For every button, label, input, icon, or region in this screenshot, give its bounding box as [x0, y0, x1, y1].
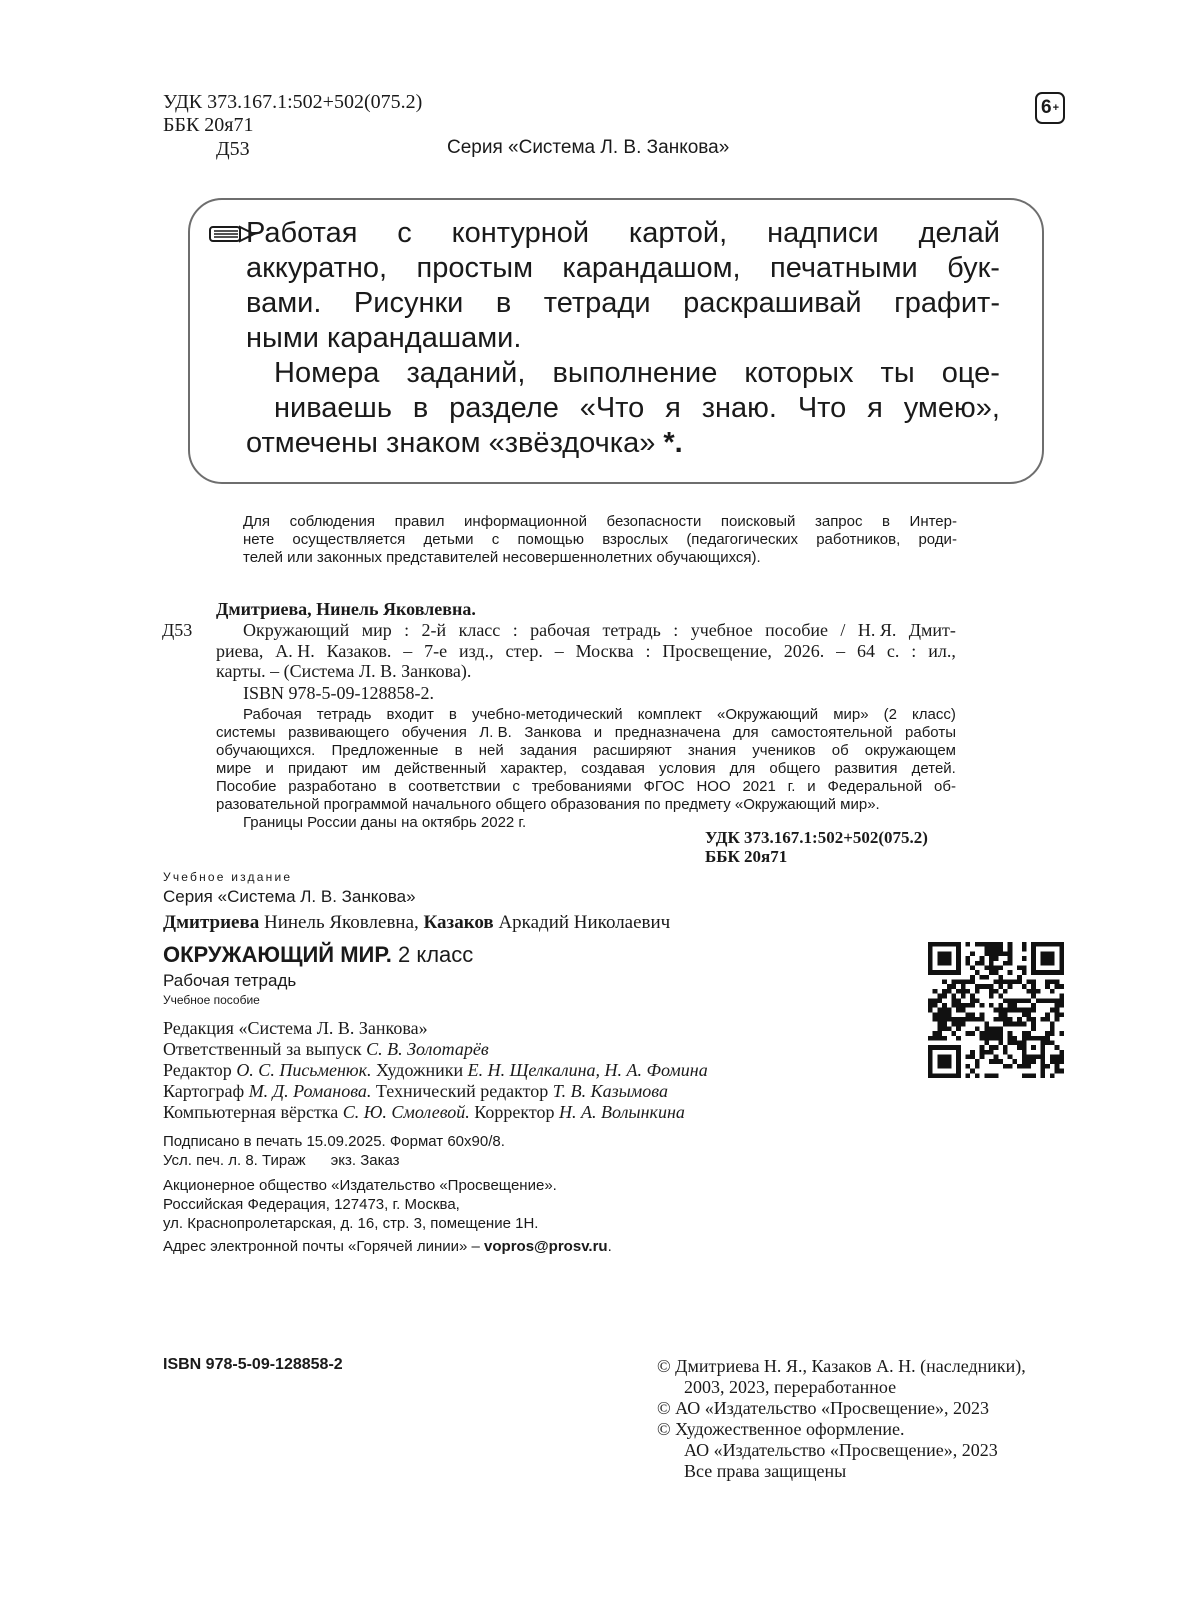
word: Казаков. [326, 641, 392, 661]
age-rating-number: 6 [1040, 97, 1052, 118]
catalog-udk: УДК 373.167.1:502+502(075.2) [705, 828, 928, 847]
word: Федеральной [827, 778, 923, 795]
word: вами. [246, 287, 322, 319]
credit-editor-artists: Редактор О. С. Письменюк. Художники Е. Н. Щелкалина, Н. А. Фомина [163, 1060, 708, 1080]
catalog-description [243, 620, 956, 640]
word: об- [934, 778, 956, 795]
word: : [673, 620, 679, 640]
copyright-line: © Дмитриева Н. Я., Казаков А. Н. (наследники), [657, 1356, 1026, 1376]
word: системы [216, 724, 276, 741]
print-info [163, 1132, 505, 1170]
instruction-text [246, 216, 1000, 461]
word: мире [216, 760, 252, 777]
instruction-last-text: отмечены знаком «звёздочка» [246, 427, 656, 459]
word: Пособие [216, 778, 277, 795]
word: ФГОС [643, 778, 685, 795]
catalog-line: карты. – (Система Л. В. Занкова). [216, 661, 472, 681]
word: : [645, 641, 651, 661]
catalog-line [216, 641, 956, 661]
word: «Что [579, 392, 645, 424]
word: Рабочая [243, 706, 302, 723]
word: запрос [814, 513, 863, 530]
author-code-header: Д53 [216, 138, 250, 160]
word: нете [243, 531, 275, 548]
print-line: Усл. печ. л. 8. Тираж экз. Заказ [163, 1152, 400, 1169]
word: – [836, 641, 846, 661]
word: в [412, 392, 429, 424]
word: и [807, 778, 816, 795]
book-type: Учебное пособие [163, 993, 260, 1007]
word: надписи [767, 217, 879, 249]
word: 2026. [783, 641, 825, 661]
word: в [882, 513, 890, 530]
word: учеников [752, 742, 816, 759]
word: мир [361, 620, 392, 640]
word: которых [744, 357, 854, 389]
word: 2021 [742, 778, 776, 795]
word: – [403, 641, 413, 661]
word: изд., [459, 641, 494, 661]
word: Работая [246, 217, 358, 249]
word: помощью [517, 531, 584, 548]
author1-name: Нинель Яковлевна, [263, 912, 419, 933]
annotation-line [216, 724, 956, 742]
catalog-code: Д53 [162, 620, 193, 640]
word: работников, [816, 531, 901, 548]
word: об [831, 742, 849, 759]
word: картой, [628, 217, 728, 249]
word: для [732, 724, 759, 741]
word: обучения [401, 724, 467, 741]
word: поисковый [720, 513, 796, 530]
word: «Окружающий [716, 706, 819, 723]
notice-line [243, 531, 957, 549]
word: печатными [769, 252, 918, 284]
word: бук- [947, 252, 1000, 284]
word: (педагогических [686, 531, 798, 548]
word: ней [478, 742, 504, 759]
annotation-line [216, 742, 956, 760]
word: делай [918, 217, 1000, 249]
word: характер, [500, 760, 568, 777]
email-link[interactable]: vopros@prosv.ru [484, 1238, 608, 1255]
word: : [404, 620, 410, 640]
word: класс [458, 620, 501, 640]
word: Москва [575, 641, 634, 661]
word: тетради [543, 287, 651, 319]
notice-line [243, 513, 957, 531]
word: самостоятельной [771, 724, 893, 741]
word: детей. [911, 760, 956, 777]
age-rating-plus: + [1052, 102, 1059, 114]
word: им [361, 760, 381, 777]
word: знаю. [701, 392, 777, 424]
word: придают [287, 760, 348, 777]
word: карандашом, [562, 252, 741, 284]
catalog-isbn: ISBN 978-5-09-128858-2. [243, 683, 434, 703]
credit-cartographer-tech: Картограф М. Д. Романова. Технический редактор Т. В. Казымова [163, 1081, 668, 1101]
word: заданий, [406, 357, 526, 389]
credits [163, 1018, 708, 1123]
word: детьми [423, 531, 474, 548]
word: аккуратно, [246, 252, 388, 284]
credit-edition: Редакция «Система Л. В. Занкова» [163, 1018, 428, 1038]
annotation-line: разовательной программой начального общего образования по предмету «Окружающий мир». [216, 796, 880, 813]
word: Занкова [524, 724, 582, 741]
word: знания [687, 742, 737, 759]
word: обучающихся. [216, 742, 316, 759]
publisher-line: ул. Краснопролетарская, д. 16, стр. 3, помещение 1Н. [163, 1215, 539, 1232]
instruction-line [246, 286, 1000, 321]
word: с [491, 531, 500, 548]
qr-code-icon [928, 942, 1064, 1078]
word: (2 [883, 706, 897, 723]
word: стер. [505, 641, 543, 661]
word: и [265, 760, 274, 777]
word: в [454, 742, 463, 759]
word: комплект [637, 706, 702, 723]
copyright-line: Все права защищены [684, 1461, 847, 1481]
word: в [388, 778, 397, 795]
word: Окружающий [243, 620, 350, 640]
catalog-author: Дмитриева, Нинель Яковлевна. [216, 599, 476, 619]
word: развития [834, 760, 898, 777]
word: я [665, 392, 681, 424]
word: тетрадь [602, 620, 661, 640]
star-mark: *. [663, 427, 683, 459]
word: ниваешь [274, 392, 392, 424]
edition-type: Учебное издание [163, 870, 293, 884]
word: умею», [903, 392, 1000, 424]
word: для [729, 760, 756, 777]
word: выполнение [552, 357, 718, 389]
instruction-line [274, 356, 1000, 391]
copyright-line: © АО «Издательство «Просвещение», 2023 [657, 1398, 989, 1418]
hotline-email: Адрес электронной почты «Горячей линии» – vopros@prosv.ru. [163, 1238, 612, 1255]
word: : [512, 620, 518, 640]
instruction-line [246, 426, 1000, 461]
word: / [840, 620, 846, 640]
instruction-line [274, 391, 1000, 426]
word: с. [886, 641, 900, 661]
word: ил., [928, 641, 956, 661]
author1-surname: Дмитриева [163, 912, 260, 933]
word: роди- [918, 531, 957, 548]
word: расширяют [593, 742, 672, 759]
word: и [593, 724, 603, 741]
word: условия [659, 760, 716, 777]
word: Н. Я. [857, 620, 897, 640]
credit-layout-proof: Компьютерная вёрстка С. Ю. Смолевой. Корректор Н. А. Волынкина [163, 1102, 685, 1122]
word: я [867, 392, 883, 424]
instruction-line [246, 216, 1000, 251]
word: работы [905, 724, 956, 741]
word: Просвещение, [662, 641, 772, 661]
word: входит [386, 706, 434, 723]
word: Предложенные [331, 742, 439, 759]
word: мир» [833, 706, 869, 723]
publisher-line: Российская Федерация, 127473, г. Москва, [163, 1196, 460, 1213]
instruction-line [246, 251, 1000, 286]
author2-surname: Казаков [423, 912, 494, 933]
word: общего [769, 760, 821, 777]
word: г. [787, 778, 796, 795]
word: учебно-методический [471, 706, 623, 723]
word: Рисунки [353, 287, 464, 319]
udk-header: УДК 373.167.1:502+502(075.2) [163, 91, 423, 113]
book-subtitle: Рабочая тетрадь [163, 971, 297, 990]
word: графит- [894, 287, 1000, 319]
word: Л. В. [479, 724, 512, 741]
borders-note: Границы России даны на октябрь 2022 г. [243, 814, 527, 831]
book-grade: 2 класс [397, 942, 474, 967]
word: НОО [696, 778, 731, 795]
word: разделе [449, 392, 559, 424]
word: Дмит- [908, 620, 956, 640]
annotation [216, 724, 956, 814]
word: действенный [394, 760, 487, 777]
copyright-line: 2003, 2023, переработанное [684, 1377, 897, 1397]
book-title-main: ОКРУЖАЮЩИЙ МИР. [163, 942, 392, 967]
word: пособие [765, 620, 828, 640]
word: ты [880, 357, 915, 389]
word: соблюдения [289, 513, 376, 530]
word: рабочая [530, 620, 591, 640]
word: Для [243, 513, 271, 530]
annotation-line [216, 778, 956, 796]
imprint-series: Серия «Система Л. В. Занкова» [163, 887, 416, 906]
word: 64 [857, 641, 876, 661]
word: риева, [216, 641, 264, 661]
annotation-line [243, 706, 956, 724]
word: контурной [451, 217, 590, 249]
age-rating-badge [1035, 92, 1065, 124]
word: создавая [581, 760, 645, 777]
word: : [911, 641, 917, 661]
word: в [495, 287, 512, 319]
publisher-info [163, 1176, 557, 1233]
publisher-line: Акционерное общество «Издательство «Просвещение». [163, 1177, 557, 1194]
author2-name: Аркадий Николаевич [498, 912, 671, 933]
word: предназначена [614, 724, 721, 741]
word: – [554, 641, 564, 661]
copyright-line: АО «Издательство «Просвещение», 2023 [684, 1440, 998, 1460]
print-line: Подписано в печать 15.09.2025. Формат 60x90/8. [163, 1133, 505, 1150]
catalog-line [243, 620, 956, 640]
word: А. Н. [275, 641, 315, 661]
word: Номера [274, 357, 380, 389]
copyright-block [657, 1356, 1026, 1482]
word: Что [797, 392, 847, 424]
word: взрослых [602, 531, 669, 548]
word: оце- [941, 357, 1000, 389]
notice-line: телей или законных представителей несовершеннолетних обучающихся). [243, 549, 761, 566]
series-header: Серия «Система Л. В. Занкова» [447, 137, 730, 158]
word: простым [416, 252, 534, 284]
word: 7-е [424, 641, 448, 661]
footer-isbn: ISBN 978-5-09-128858-2 [163, 1356, 343, 1373]
instruction-line: ными карандашами. [246, 322, 522, 354]
word: информационной [464, 513, 587, 530]
word: разработано [288, 778, 377, 795]
safety-notice [243, 513, 957, 567]
word: учебное [690, 620, 753, 640]
word: с [512, 778, 520, 795]
word: развивающего [288, 724, 390, 741]
word: правил [394, 513, 445, 530]
word: в [448, 706, 457, 723]
word: класс) [912, 706, 956, 723]
word: окружающем [864, 742, 956, 759]
word: задания [519, 742, 577, 759]
word: требованиями [531, 778, 632, 795]
book-title [163, 942, 473, 968]
word: с [397, 217, 412, 249]
bbk-header: ББК 20я71 [163, 114, 254, 136]
catalog-description-cont [216, 641, 956, 681]
word: тетрадь [316, 706, 372, 723]
catalog-bbk: ББК 20я71 [705, 847, 788, 866]
word: 2-й [421, 620, 447, 640]
annotation-first [243, 706, 956, 724]
word: соответствии [408, 778, 501, 795]
word: осуществляется [292, 531, 406, 548]
imprint-authors [163, 912, 670, 934]
word: Интер- [909, 513, 957, 530]
word: раскрашивай [683, 287, 862, 319]
copyright-line: © Художественное оформление. [657, 1419, 905, 1439]
annotation-line [216, 760, 956, 778]
credit-responsible: Ответственный за выпуск С. В. Золотарёв [163, 1039, 489, 1059]
word: безопасности [606, 513, 702, 530]
